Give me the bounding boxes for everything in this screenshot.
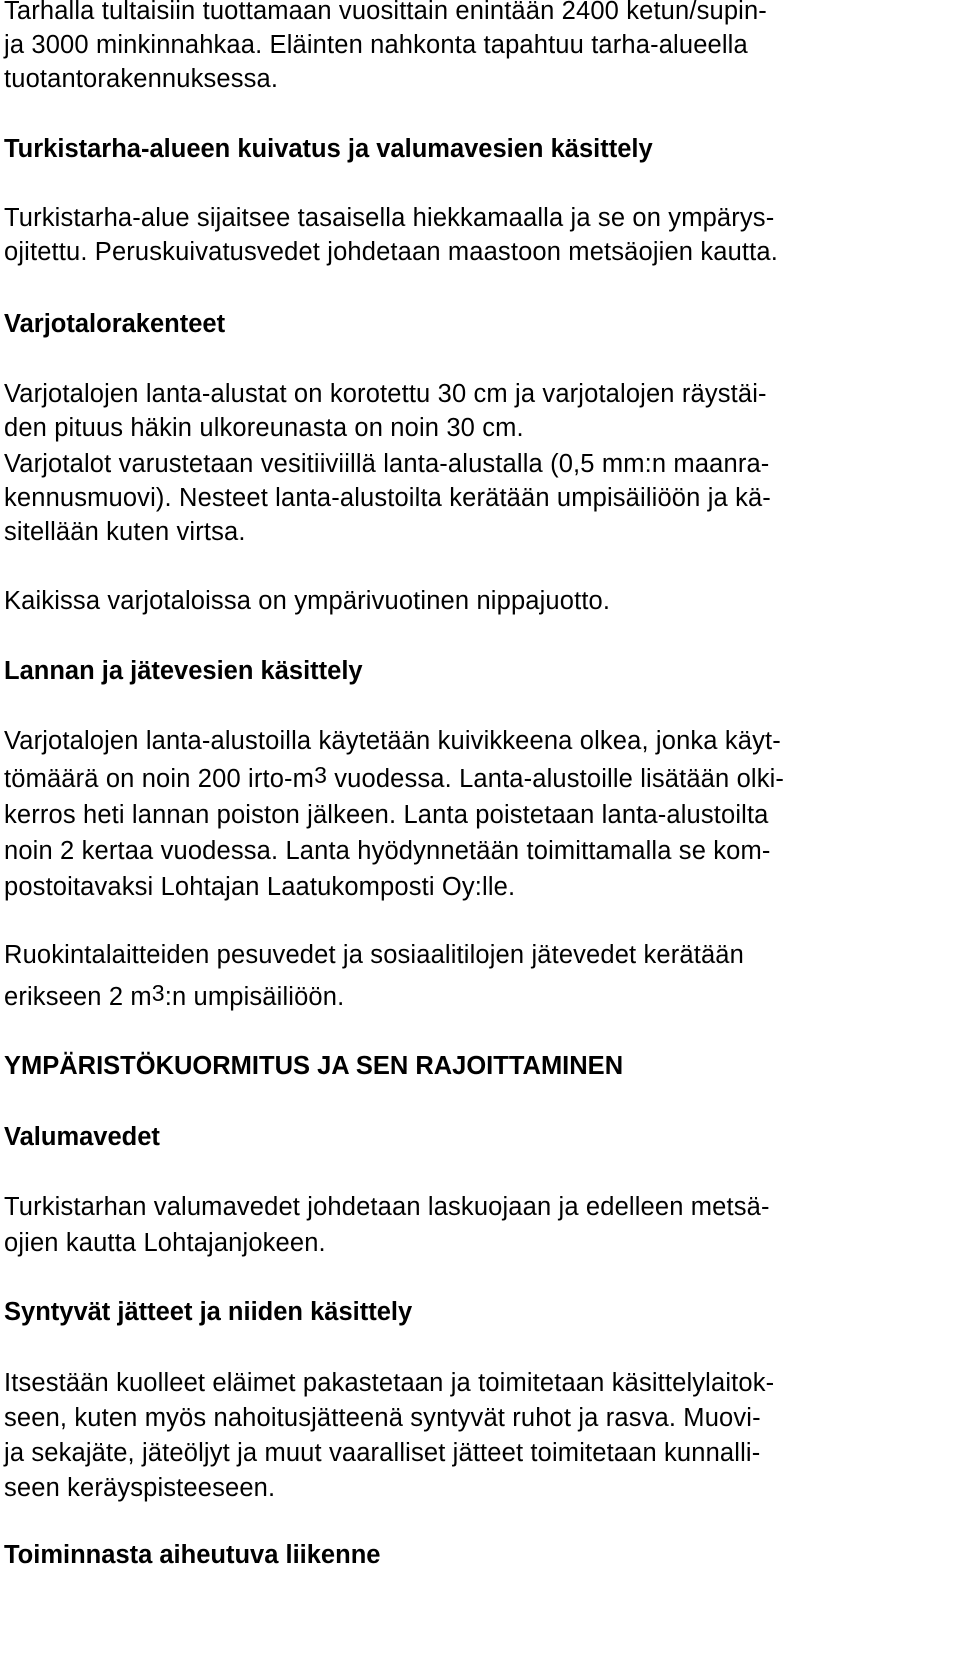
drainage-line-2: ojitettu. Peruskuivatusvedet johdetaan maastoon metsäojien kautta.	[4, 238, 778, 266]
manure-line-3: kerros heti lannan poiston jälkeen. Lanta poistetaan lanta-alustoilta	[4, 801, 769, 829]
manure-line-5: postoitavaksi Lohtajan Laatukomposti Oy:lle.	[4, 873, 516, 901]
shelters-line-5: sitellään kuten virtsa.	[4, 518, 246, 546]
manure-line-2-text-b: vuodessa. Lanta-alustoille lisätään olki-	[327, 765, 785, 793]
manure-line-6: Ruokintalaitteiden pesuvedet ja sosiaalitilojen jätevedet kerätään	[4, 941, 744, 969]
manure-line-2-text-a: tömäärä on noin 200 irto-m	[4, 765, 315, 793]
waste-line-3: ja sekajäte, jäteöljyt ja muut vaaralliset jätteet toimitetaan kunnalli-	[4, 1439, 761, 1467]
intro-line-3: tuotantorakennuksessa.	[4, 65, 279, 93]
intro-line-2: ja 3000 minkinnahkaa. Eläinten nahkonta tapahtuu tarha-alueella	[4, 31, 748, 59]
manure-line-1: Varjotalojen lanta-alustoilla käytetään kuivikkeena olkea, jonka käyt-	[4, 727, 781, 755]
waste-line-1: Itsestään kuolleet eläimet pakastetaan ja toimitetaan käsittelylaitok-	[4, 1369, 775, 1397]
manure-line-7-text-b: :n umpisäiliöön.	[164, 983, 345, 1011]
heading-drainage: Turkistarha-alueen kuivatus ja valumavesien käsittely	[4, 135, 653, 163]
manure-line-2	[4, 762, 784, 796]
heading-manure: Lannan ja jätevesien käsittely	[4, 657, 363, 685]
heading-runoff: Valumavedet	[4, 1123, 160, 1151]
shelters-line-4: kennusmuovi). Nesteet lanta-alustoilta kerätään umpisäiliöön ja kä-	[4, 484, 771, 512]
waste-line-2: seen, kuten myös nahoitusjätteenä syntyvät ruhot ja rasva. Muovi-	[4, 1404, 761, 1432]
shelters-line-3: Varjotalot varustetaan vesitiiviillä lanta-alustalla (0,5 mm:n maanra-	[4, 450, 770, 478]
superscript-cube: 3	[314, 762, 328, 788]
superscript-cube: 3	[151, 980, 165, 1006]
intro-line-1: Tarhalla tultaisiin tuottamaan vuosittain enintään 2400 ketun/supin-	[4, 0, 767, 25]
shelters-line-2: den pituus häkin ulkoreunasta on noin 30 cm.	[4, 414, 524, 442]
runoff-line-1: Turkistarhan valumavedet johdetaan laskuojaan ja edelleen metsä-	[4, 1193, 770, 1221]
heading-traffic: Toiminnasta aiheutuva liikenne	[4, 1541, 381, 1569]
manure-line-7	[4, 980, 344, 1014]
drainage-line-1: Turkistarha-alue sijaitsee tasaisella hiekkamaalla ja se on ympärys-	[4, 204, 775, 232]
shelters-line-6: Kaikissa varjotaloissa on ympärivuotinen nippajuotto.	[4, 587, 611, 615]
manure-line-7-text-a: erikseen 2 m	[4, 983, 152, 1011]
heading-environment: YMPÄRISTÖKUORMITUS JA SEN RAJOITTAMINEN	[4, 1052, 624, 1080]
shelters-line-1: Varjotalojen lanta-alustat on korotettu 30 cm ja varjotalojen räystäi-	[4, 380, 767, 408]
heading-shelters: Varjotalorakenteet	[4, 310, 226, 338]
waste-line-4: seen keräyspisteeseen.	[4, 1474, 276, 1502]
heading-waste: Syntyvät jätteet ja niiden käsittely	[4, 1298, 413, 1326]
runoff-line-2: ojien kautta Lohtajanjokeen.	[4, 1229, 326, 1257]
manure-line-4: noin 2 kertaa vuodessa. Lanta hyödynnetään toimittamalla se kom-	[4, 837, 771, 865]
